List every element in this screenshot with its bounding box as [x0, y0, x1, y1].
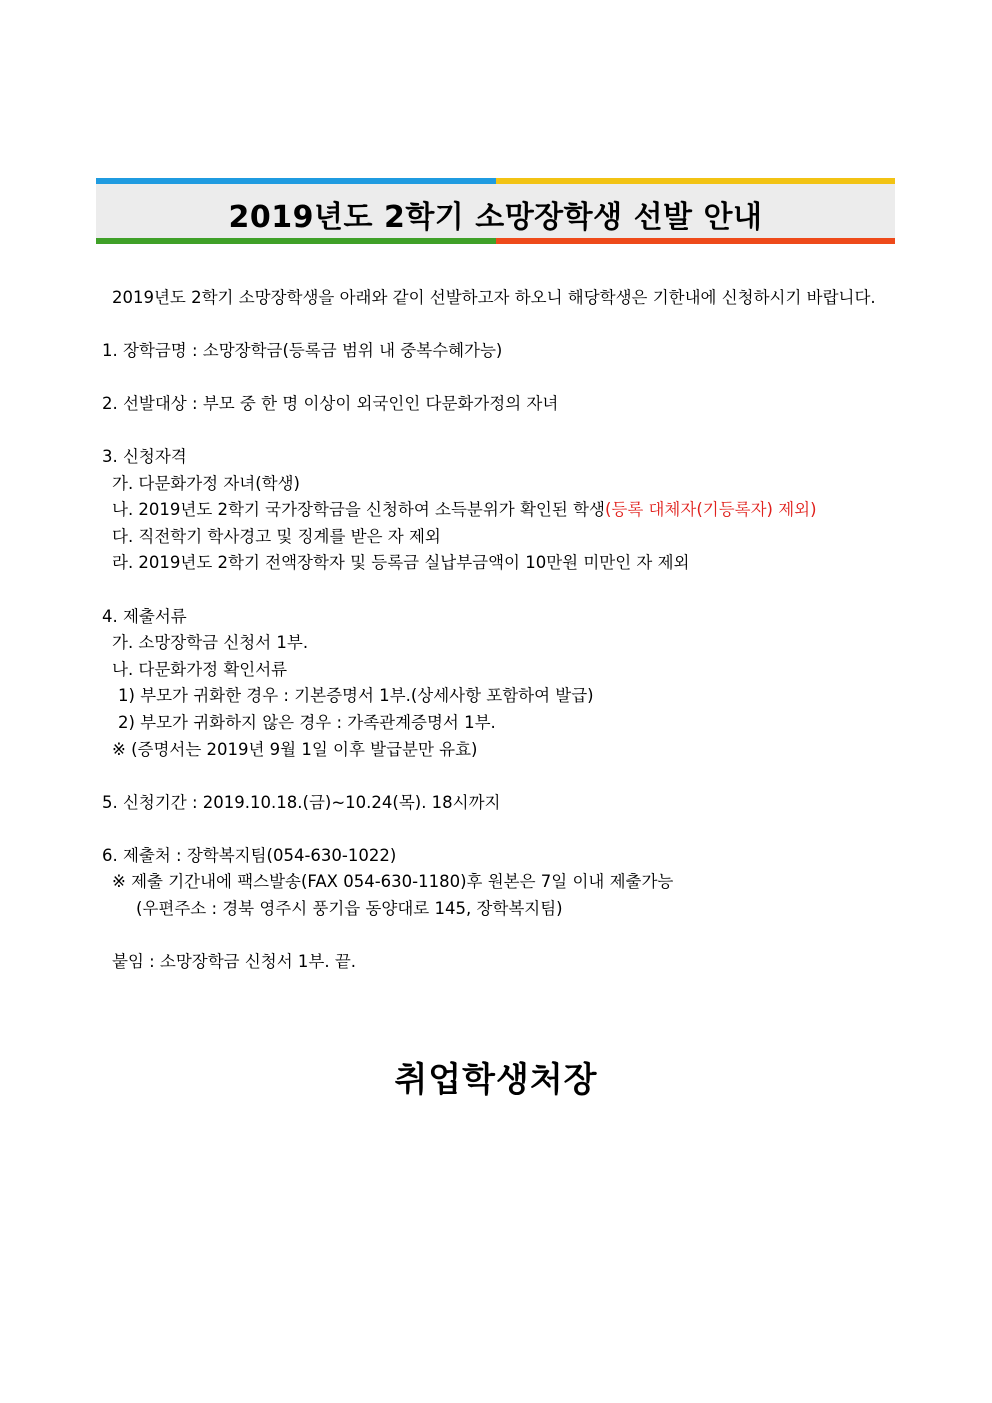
attachment-note: 붙임 : 소망장학금 신청서 1부. 끝.: [112, 952, 357, 972]
title-bar-bottom-left: [96, 238, 496, 244]
documents-a: 가. 소망장학금 신청서 1부.: [112, 633, 309, 653]
item-scholarship-name: 1. 장학금명 : 소망장학금(등록금 범위 내 중복수혜가능): [102, 340, 503, 360]
intro-paragraph: 2019년도 2학기 소망장학생을 아래와 같이 선발하고자 하오니 해당학생은 기한내에 신청하시기 바랍니다.: [112, 288, 876, 307]
document-body: [88, 284, 900, 976]
title-bar-top-left: [96, 178, 496, 184]
item-target: 2. 선발대상 : 부모 중 한 명 이상이 외국인인 다문화가정의 자녀: [102, 393, 559, 413]
title-banner: [96, 178, 895, 244]
item-qualification-heading: 3. 신청자격: [102, 446, 187, 466]
submit-fax-note: ※ 제출 기간내에 팩스발송(FAX 054-630-1180)후 원본은 7일 이내 제출가능: [112, 872, 674, 892]
documents-b1: 1) 부모가 귀화한 경우 : 기본증명서 1부.(상세사항 포함하여 발급): [118, 686, 594, 706]
page-title: 2019년도 2학기 소망장학생 선발 안내: [228, 200, 763, 235]
item-submit-heading: 6. 제출처 : 장학복지팀(054-630-1022): [102, 845, 397, 865]
qualification-d: 라. 2019년도 2학기 전액장학자 및 등록금 실납부금액이 10만원 미만인 자 제외: [112, 553, 690, 573]
qualification-b: [88, 497, 900, 524]
title-bar-bottom-right: [496, 238, 895, 244]
item-period: 5. 신청기간 : 2019.10.18.(금)~10.24(목). 18시까지: [102, 792, 501, 812]
documents-note: ※ (증명서는 2019년 9월 1일 이후 발급분만 유효): [112, 739, 478, 759]
qualification-c: 다. 직전학기 학사경고 및 징계를 받은 자 제외: [112, 526, 441, 546]
signature: 취업학생처장: [394, 1060, 598, 1100]
qualification-b-text: 나. 2019년도 2학기 국가장학금을 신청하여 소득분위가 확인된 학생: [112, 500, 605, 520]
qualification-b-exclusion: (등록 대체자(기등록자) 제외): [604, 500, 817, 520]
documents-b2: 2) 부모가 귀화하지 않은 경우 : 가족관계증명서 1부.: [118, 712, 496, 732]
qualification-a: 가. 다문화가정 자녀(학생): [112, 473, 300, 493]
submit-address: (우편주소 : 경북 영주시 풍기읍 동양대로 145, 장학복지팀): [136, 899, 563, 919]
item-documents-heading: 4. 제출서류: [102, 606, 187, 626]
documents-b: 나. 다문화가정 확인서류: [112, 659, 288, 679]
title-bar-top-right: [496, 178, 895, 184]
